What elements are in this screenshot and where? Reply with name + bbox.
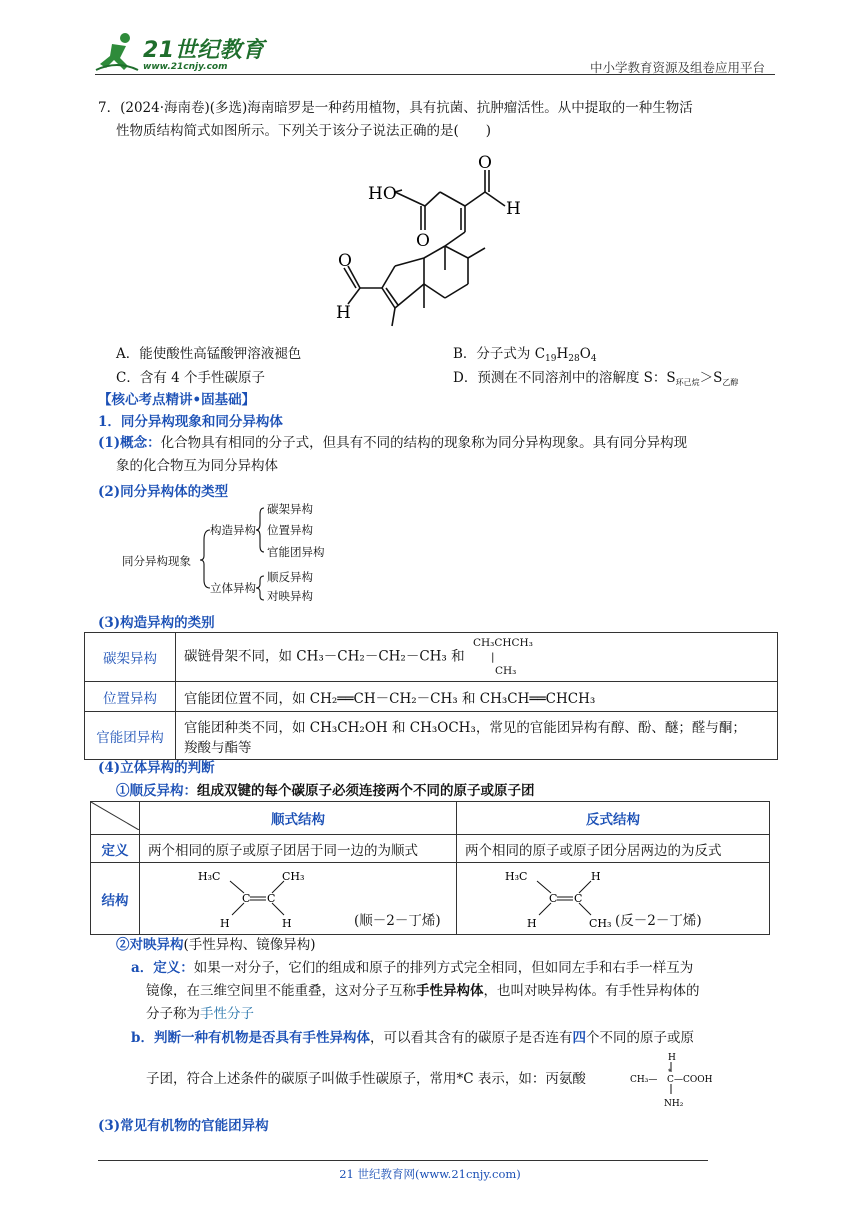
cons-r1-head: 碳架异构 xyxy=(85,633,176,682)
label-o-aldehyde-top: O xyxy=(478,153,492,173)
footer-link[interactable]: 21 世纪教育网(www.21cnjy.com) xyxy=(339,1167,521,1181)
common-title: (3)常见有机物的官能团异构 xyxy=(98,1118,269,1134)
svg-text:H: H xyxy=(220,917,230,929)
ct-corner xyxy=(91,802,140,835)
chiral-b-2: 子团，符合上述条件的碳原子叫做手性碳原子，常用*C 表示，如：丙氨酸 xyxy=(146,1071,586,1087)
question-stem-2: 性物质结构简式如图所示。下列关于该分子说法正确的是( ) xyxy=(116,123,492,139)
option-c: C．含有 4 个手性碳原子 xyxy=(116,370,266,386)
cistrans-table xyxy=(90,801,770,935)
svg-text:CH₃: CH₃ xyxy=(282,870,305,883)
tree-c2: 位置异构 xyxy=(267,523,313,537)
header-divider xyxy=(95,74,775,75)
chiral-a-3: 分子称为手性分子 xyxy=(146,1006,254,1022)
alanine-structure xyxy=(630,1050,730,1112)
tree-c1: 碳架异构 xyxy=(267,502,313,516)
svg-text:—COOH: —COOH xyxy=(674,1075,713,1085)
option-d: D．预测在不同溶剂中的溶解度 S：$S_{环己烷}>S_{乙醇}$ xyxy=(453,370,739,387)
trans-name: (反－2－丁烯) xyxy=(615,913,702,929)
svg-text:C: C xyxy=(267,892,276,905)
constitutional-table xyxy=(84,632,778,760)
chiral-a-1: a．定义：如果一对分子，它们的组成和原子的排列方式完全相同，但如同左手和右手一样互为 xyxy=(131,960,694,976)
concept-line-1: (1)概念：化合物具有相同的分子式，但具有不同的结构的现象称为同分异构现象。具有同分异构现 xyxy=(98,435,688,451)
svg-text:H: H xyxy=(527,917,537,929)
label-ho: HO xyxy=(368,184,397,204)
option-a: A．能使酸性高锰酸钾溶液褪色 xyxy=(116,346,302,362)
molecule-structure xyxy=(320,148,560,328)
tree-root: 同分异构现象 xyxy=(122,554,191,568)
label-h-top: H xyxy=(506,199,521,219)
svg-text:H: H xyxy=(668,1053,676,1063)
ct-struct-trans xyxy=(457,863,770,935)
label-o-aldehyde-left: O xyxy=(338,251,352,271)
ct-head-cis: 顺式结构 xyxy=(140,802,457,835)
platform-name: 中小学教育资源及组卷应用平台 xyxy=(589,60,765,75)
ct-def-trans: 两个相同的原子或原子团分居两边的为反式 xyxy=(457,835,770,863)
tree-constitutional: 构造异构 xyxy=(210,523,256,537)
section-title: 【核心考点精讲•固基础】 xyxy=(98,392,256,408)
label-o-acid: O xyxy=(416,231,430,251)
svg-text:C: C xyxy=(242,892,251,905)
cons-r2-head: 位置异构 xyxy=(85,682,176,712)
concept-line-2: 象的化合物互为同分异构体 xyxy=(116,458,278,474)
stereo-title: (4)立体异构的判断 xyxy=(98,760,215,776)
cons-r3-head: 官能团异构 xyxy=(85,712,176,760)
cons-r3-body: 官能团种类不同，如 CH₃CH₂OH 和 CH₃OCH₃，常见的官能团异构有醇、酚、醚；醛与酮； 羧酸与酯等 xyxy=(176,712,778,760)
logo-text: 21世纪教育 xyxy=(143,38,265,63)
cons-r2-body: 官能团位置不同，如 CH₂══CH－CH₂－CH₃ 和 CH₃CH══CHCH₃ xyxy=(176,682,778,712)
question-stem-1: 7．(2024·海南卷)(多选)海南暗罗是一种药用植物，具有抗菌、抗肿瘤活性。从中提取的一种生物活 xyxy=(98,100,693,116)
s1-title: 1．同分异构现象和同分异构体 xyxy=(98,414,283,430)
svg-text:H: H xyxy=(282,917,292,929)
footer-divider xyxy=(98,1160,708,1161)
tree-s1: 顺反异构 xyxy=(267,570,313,584)
svg-text:H₃C: H₃C xyxy=(505,870,528,883)
types-title: (2)同分异构体的类型 xyxy=(98,484,229,500)
svg-text:C: C xyxy=(667,1075,674,1085)
ct-def-cis: 两个相同的原子或原子团居于同一边的为顺式 xyxy=(140,835,457,863)
ct-struct-cis xyxy=(140,863,457,935)
tree-c3: 官能团异构 xyxy=(267,545,325,559)
svg-text:C: C xyxy=(549,892,558,905)
tree-stereo: 立体异构 xyxy=(210,581,256,595)
chiral-title: ②对映异构(手性异构、镜像异构) xyxy=(116,937,316,953)
cistrans-line: ①顺反异构：组成双键的每个碳原子必须连接两个不同的原子或原子团 xyxy=(116,783,535,799)
ct-head-trans: 反式结构 xyxy=(457,802,770,835)
svg-text:CH₃—: CH₃— xyxy=(630,1075,658,1085)
label-h-left: H xyxy=(336,303,351,323)
tree-s2: 对映异构 xyxy=(267,589,313,603)
option-b: B．分子式为 $C_{19}H_{28}O_4$ xyxy=(453,346,597,364)
logo-runner-icon xyxy=(92,30,142,76)
cons-title: (3)构造异构的类别 xyxy=(98,615,215,631)
cons-r1-body: 碳链骨架不同，如 CH₃－CH₂－CH₂－CH₃ 和 CH₃CHCH₃ | CH₃ xyxy=(176,633,778,682)
cis-name: (顺－2－丁烯) xyxy=(354,913,441,929)
svg-text:H₃C: H₃C xyxy=(198,870,221,883)
ct-row-def: 定义 xyxy=(91,835,140,863)
svg-text:C: C xyxy=(574,892,583,905)
logo-url: www.21cnjy.com xyxy=(143,62,228,72)
svg-text:NH₂: NH₂ xyxy=(664,1099,684,1109)
svg-text:H: H xyxy=(591,870,601,883)
cis-butene-structure xyxy=(198,867,318,929)
chiral-b-1: b．判断一种有机物是否具有手性异构体，可以看其含有的碳原子是否连有四个不同的原子或原 xyxy=(131,1030,694,1046)
chiral-a-2: 镜像，在三维空间里不能重叠，这对分子互称手性异构体，也叫对映异构体。有手性异构体的 xyxy=(146,983,700,999)
trans-butene-structure xyxy=(505,867,625,929)
svg-text:CH₃: CH₃ xyxy=(589,917,612,929)
ct-row-struct: 结构 xyxy=(91,863,140,935)
svg-text:*: * xyxy=(668,1068,672,1076)
